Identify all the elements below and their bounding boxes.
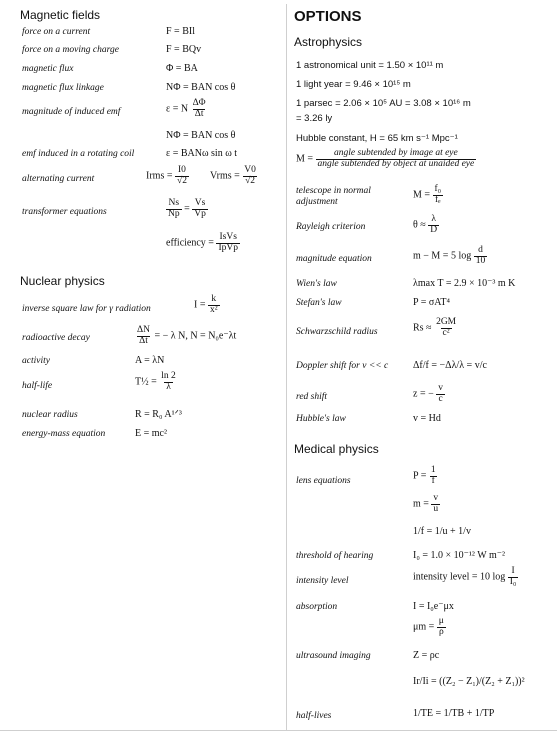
eq-magnification-den: angle subtended by object at unaided eye [317,158,475,169]
eq-telescope-fraction [433,185,443,205]
eq-lens-magnification [413,494,440,514]
eq-intensity-level [413,567,518,587]
eq-red-shift [413,384,445,404]
options-title: OPTIONS [294,8,362,25]
eq-efficiency-den: IpVp [218,242,238,253]
eq-vrms-lhs: Vrms = [210,170,240,182]
eq-rayleigh-num: λ [431,214,437,224]
fact-parsec-ly: = 3.26 ly [296,113,333,124]
label-threshold-hearing: threshold of hearing [296,551,374,561]
eq-telescope-den: fₑ [434,194,441,205]
eq-magnetic-flux: Φ = BA [166,63,198,74]
eq-intensity-level-lhs: intensity level = 10 log [413,571,506,583]
nuclear-physics-title: Nuclear physics [20,274,105,288]
eq-rayleigh-den: D [430,224,438,235]
fact-parsec: 1 parsec = 2.06 × 10⁵ AU = 3.08 × 10¹⁶ m [296,98,471,109]
eq-efficiency-fraction [216,233,240,253]
eq-efficiency [166,233,240,253]
eq-wiens-law: λmax T = 2.9 × 10⁻³ m K [413,278,516,289]
eq-irms-num: I0 [178,165,186,175]
eq-intensity-level-fraction [508,567,518,587]
fact-light-year: 1 light year = 9.46 × 10¹⁵ m [296,79,411,90]
eq-mass-attenuation-den: ρ [438,626,444,637]
eq-telescope-num: f₀ [434,184,442,194]
eq-half-life-num: ln 2 [161,371,176,381]
label-rayleigh: Rayleigh criterion [296,222,366,232]
eq-magnitude-lhs: m − M = 5 log [413,250,472,262]
label-half-life: half-life [22,381,53,391]
eq-transformer-den1: Np [168,208,180,219]
eq-thin-lens: 1/f = 1/u + 1/v [413,526,471,537]
eq-activity: A = λN [135,355,165,366]
label-intensity-level: intensity level [296,576,349,586]
astrophysics-title: Astrophysics [294,35,363,49]
eq-induced-emf [166,99,208,119]
bottom-rule [0,730,557,731]
eq-magnification-lhs: M = [296,153,314,165]
label-hubbles-law: Hubble's law [296,414,346,424]
eq-schwarzschild-den: c² [442,327,450,338]
label-alternating-current: alternating current [22,174,95,184]
eq-schwarzschild-fraction [434,318,458,338]
label-activity: activity [22,356,50,366]
eq-telescope [413,185,443,205]
eq-telescope-lhs: M = [413,189,431,201]
eq-rayleigh [413,215,439,235]
eq-lens-power-lhs: P = [413,470,427,482]
eq-intensity-level-num: I [511,566,515,576]
eq-radioactive-decay [135,326,236,346]
eq-induced-emf-den: Δt [194,108,204,119]
eq-irms-den: √2 [176,175,187,186]
eq-magnitude-fraction [474,246,488,266]
eq-threshold-hearing: I₀ = 1.0 × 10⁻¹² W m⁻² [413,550,506,561]
label-doppler: Doppler shift for v << c [296,361,389,371]
eq-vrms [210,166,258,186]
eq-intensity-level-den: I₀ [509,576,517,587]
eq-hubbles-law: v = Hd [413,413,441,424]
eq-vrms-num: V0 [244,165,256,175]
eq-transformer-num2: Vs [194,198,206,208]
label-rotating-coil: emf induced in a rotating coil [22,149,135,159]
eq-schwarzschild-lhs: Rs ≈ [413,322,432,334]
eq-flux-linkage-repeat: NΦ = BAN cos θ [166,130,236,141]
eq-half-life-fraction [159,372,178,392]
eq-mass-attenuation-fraction [437,617,446,637]
eq-radioactive-decay-den: Δt [139,335,148,346]
label-force-on-current: force on a current [22,27,91,37]
eq-magnification-fraction [316,149,477,169]
label-absorption: absorption [296,602,338,612]
eq-magnitude-den: 10 [475,255,486,266]
fact-au: 1 astronomical unit = 1.50 × 10¹¹ m [296,60,444,71]
label-red-shift: red shift [296,392,328,402]
eq-lens-magnification-lhs: m = [413,498,429,510]
eq-lens-power-num: 1 [430,465,436,475]
eq-magnitude-num: d [478,245,483,255]
eq-reflection-ratio: Ir/Ii = ((Z₂ − Z₁)/(Z₂ + Z₁))² [413,676,525,687]
eq-rayleigh-fraction [428,215,439,235]
eq-lens-magnification-den: u [433,503,439,514]
label-magnitude-equation: magnitude equation [296,254,372,264]
label-ultrasound: ultrasound imaging [296,651,371,661]
eq-efficiency-num: IsVs [219,232,237,242]
eq-radioactive-decay-rhs: = − λ N, N = N₀e⁻λt [154,330,237,342]
eq-induced-emf-lhs: ε = N [166,103,189,115]
medical-physics-title: Medical physics [294,442,379,456]
eq-doppler: Δf/f = −Δλ/λ = v/c [413,360,487,371]
label-radioactive-decay: radioactive decay [22,333,90,343]
label-transformer: transformer equations [22,207,107,217]
eq-transformer-num1: Ns [168,198,180,208]
label-stefans-law: Stefan's law [296,298,342,308]
eq-magnification [296,149,476,169]
label-lens-equations: lens equations [296,476,351,486]
eq-mass-attenuation-num: μ [438,616,444,626]
label-force-moving-charge: force on a moving charge [22,45,119,55]
eq-schwarzschild-num: 2GM [436,317,457,327]
eq-lens-magnification-fraction [431,494,440,514]
eq-mass-attenuation [413,617,446,637]
fact-hubble-constant: Hubble constant, H = 65 km s⁻¹ Mpc⁻¹ [296,133,458,144]
label-nuclear-radius: nuclear radius [22,410,78,420]
eq-vrms-den: √2 [245,175,256,186]
eq-transformer [166,199,208,219]
eq-force-on-current: F = BIl [166,26,195,37]
eq-lens-power-den: f [431,475,435,486]
label-inverse-square: inverse square law for γ radiation [22,304,151,314]
eq-irms-fraction [175,166,189,186]
eq-induced-emf-num: ΔΦ [192,98,206,108]
eq-half-life-lhs: T½ = [135,376,157,388]
eq-transformer-frac2 [192,199,208,219]
eq-energy-mass: E = mc² [135,428,167,439]
eq-mass-attenuation-lhs: μm = [413,621,435,633]
eq-efficiency-lhs: efficiency = [166,237,214,249]
eq-transformer-frac1 [166,199,182,219]
eq-irms [146,166,189,186]
eq-transformer-den2: Vp [194,208,206,219]
eq-rotating-coil: ε = BANω sin ω t [166,148,238,159]
label-energy-mass: energy-mass equation [22,429,106,439]
eq-lens-power-fraction [429,466,438,486]
eq-magnitude [413,246,487,266]
eq-nuclear-radius: R = R₀ A¹ᐟ³ [135,409,182,420]
eq-induced-emf-fraction [191,99,208,119]
eq-schwarzschild [413,318,458,338]
eq-rayleigh-lhs: θ ≈ [413,219,426,231]
label-flux-linkage: magnetic flux linkage [22,83,104,93]
label-induced-emf: magnitude of induced emf [22,107,121,117]
eq-lens-power [413,466,438,486]
eq-inverse-square-lhs: I = [194,299,206,311]
eq-inverse-square-fraction [208,295,220,315]
eq-flux-linkage: NΦ = BAN cos θ [166,82,236,93]
eq-stefans-law: P = σAT⁴ [413,297,450,308]
eq-inverse-square-den: x² [209,304,218,315]
eq-force-moving-charge: F = BQv [166,44,202,55]
eq-transformer-mid: = [184,203,190,215]
label-schwarzschild: Schwarzschild radius [296,327,378,337]
eq-radioactive-decay-fraction [135,326,152,346]
eq-lens-magnification-num: v [433,493,439,503]
eq-magnification-num: angle subtended by image at eye [334,148,458,158]
eq-red-shift-fraction [436,384,445,404]
eq-irms-lhs: Irms = [146,170,173,182]
eq-absorption: I = I₀e⁻μx [413,601,454,612]
label-wiens-law: Wien's law [296,279,337,289]
label-half-lives: half-lives [296,711,332,721]
column-divider [286,4,287,731]
eq-acoustic-impedance: Z = ρc [413,650,440,661]
eq-half-lives: 1/TE = 1/TB + 1/TP [413,708,495,719]
eq-inverse-square [194,295,220,315]
eq-red-shift-num: v [438,383,443,393]
eq-red-shift-den: c [438,393,443,404]
eq-inverse-square-num: k [211,294,217,304]
label-magnetic-flux: magnetic flux [22,64,74,74]
eq-red-shift-lhs: z = − [413,388,434,400]
eq-half-life [135,372,178,392]
label-telescope: telescope in normal adjustment [296,186,371,208]
eq-vrms-fraction [242,166,258,186]
eq-half-life-den: λ [166,381,171,392]
magnetic-fields-title: Magnetic fields [20,8,101,22]
eq-radioactive-decay-num: ΔN [137,325,150,335]
